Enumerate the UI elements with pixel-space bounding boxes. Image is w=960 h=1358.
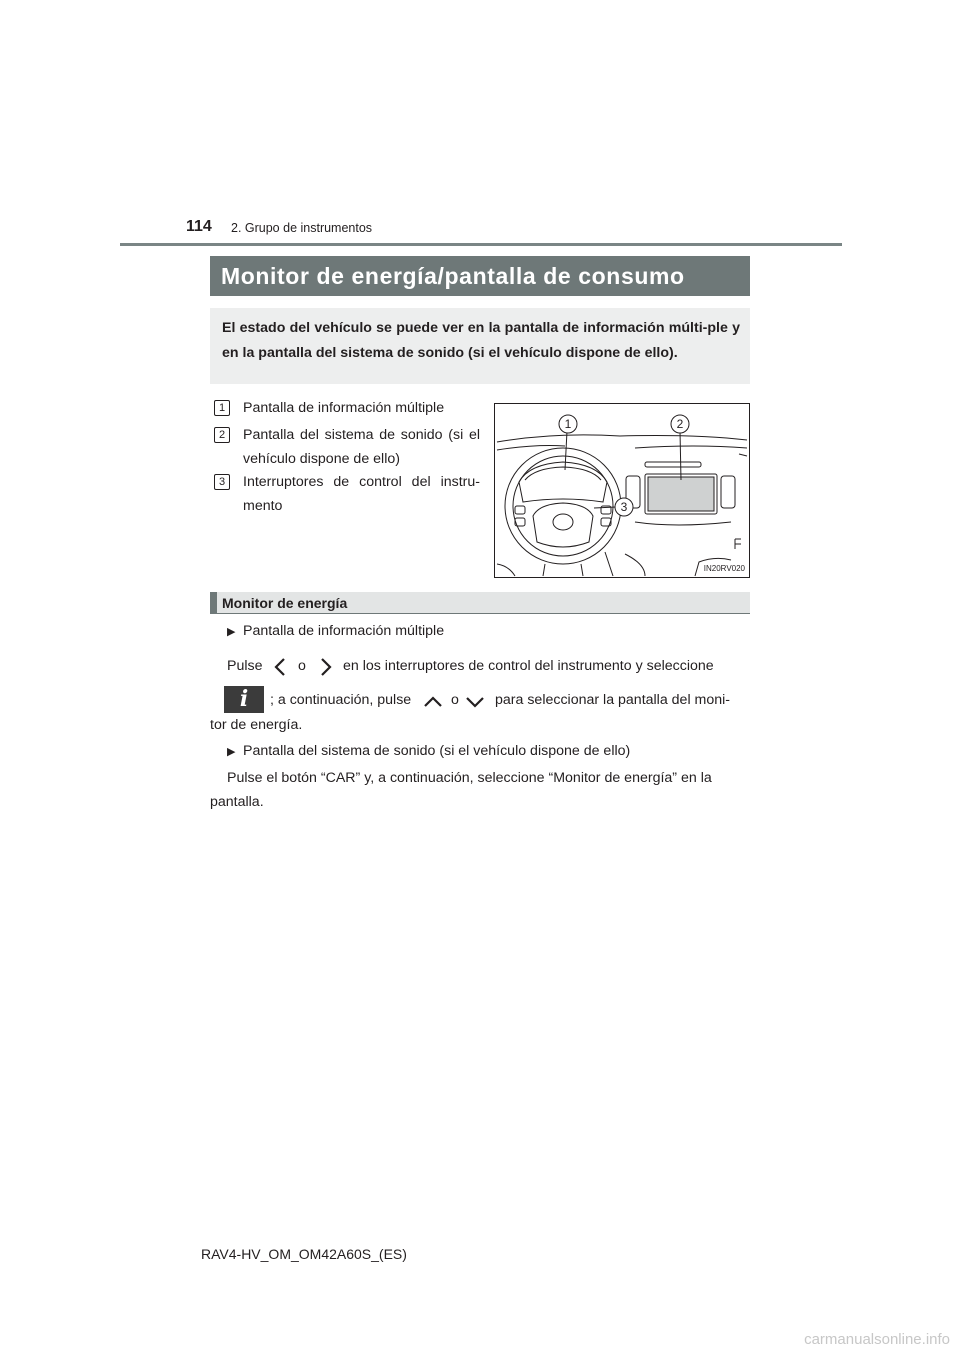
bullet-triangle-icon: ▶ <box>227 626 236 638</box>
watermark: carmanualsonline.info <box>804 1331 950 1348</box>
list-item-2: Pantalla del sistema de sonido (si el vehículo dispone de ello) <box>243 427 480 467</box>
list-item-3: Interruptores de control del instru-mento <box>243 474 480 514</box>
list-item-1: Pantalla de información múltiple <box>243 400 445 416</box>
intro-text: El estado del vehículo se puede ver en la pantalla de información múlti-ple y en la pantalla del sistema de sonido (si el vehículo dispone de ello). <box>222 320 740 361</box>
bullet-triangle-icon-2: ▶ <box>227 746 236 758</box>
dashboard-figure <box>494 403 750 578</box>
p1-text-2: en los interruptores de control del instrumento y seleccione <box>343 658 714 674</box>
list-number-2: 2 <box>214 427 230 443</box>
p1-or-2: o <box>451 692 459 708</box>
callout-label-3: 3 <box>620 500 628 514</box>
p1-pulse-label: Pulse <box>227 658 263 674</box>
chapter-title: 2. Grupo de instrumentos <box>231 221 373 235</box>
callout-label-1: 1 <box>564 417 572 431</box>
chevron-up-icon <box>424 695 442 713</box>
p2-line-1: Pulse el botón “CAR” y, a continuación, seleccione “Monitor de energía” en la <box>227 770 712 786</box>
chevron-left-icon <box>274 658 286 681</box>
chevron-down-icon <box>466 695 484 713</box>
footer-code: RAV4-HV_OM_OM42A60S_(ES) <box>201 1246 407 1262</box>
section-title: Monitor de energía/pantalla de consumo <box>210 256 750 296</box>
chevron-right-icon <box>320 658 332 681</box>
p2-line-2: pantalla. <box>210 794 264 810</box>
dashboard-illustration <box>495 404 749 577</box>
subsection-title: Monitor de energía <box>222 595 348 611</box>
p1-or-1: o <box>298 658 306 674</box>
bullet-text-2: Pantalla del sistema de sonido (si el vehículo dispone de ello) <box>243 743 631 759</box>
figure-code: IN20RV020 <box>703 564 745 573</box>
header-rule <box>120 243 842 246</box>
callout-label-2: 2 <box>676 417 684 431</box>
intro-box <box>210 308 750 384</box>
page-number: 114 <box>186 218 212 235</box>
bullet-text-1: Pantalla de información múltiple <box>243 623 445 639</box>
p1-text-3: ; a continuación, pulse <box>270 692 412 708</box>
p1-text-4: para seleccionar la pantalla del moni- <box>495 692 731 708</box>
info-icon: i <box>224 686 264 713</box>
list-number-1: 1 <box>214 400 230 416</box>
p1-text-5: tor de energía. <box>210 717 303 733</box>
list-number-3: 3 <box>214 474 230 490</box>
